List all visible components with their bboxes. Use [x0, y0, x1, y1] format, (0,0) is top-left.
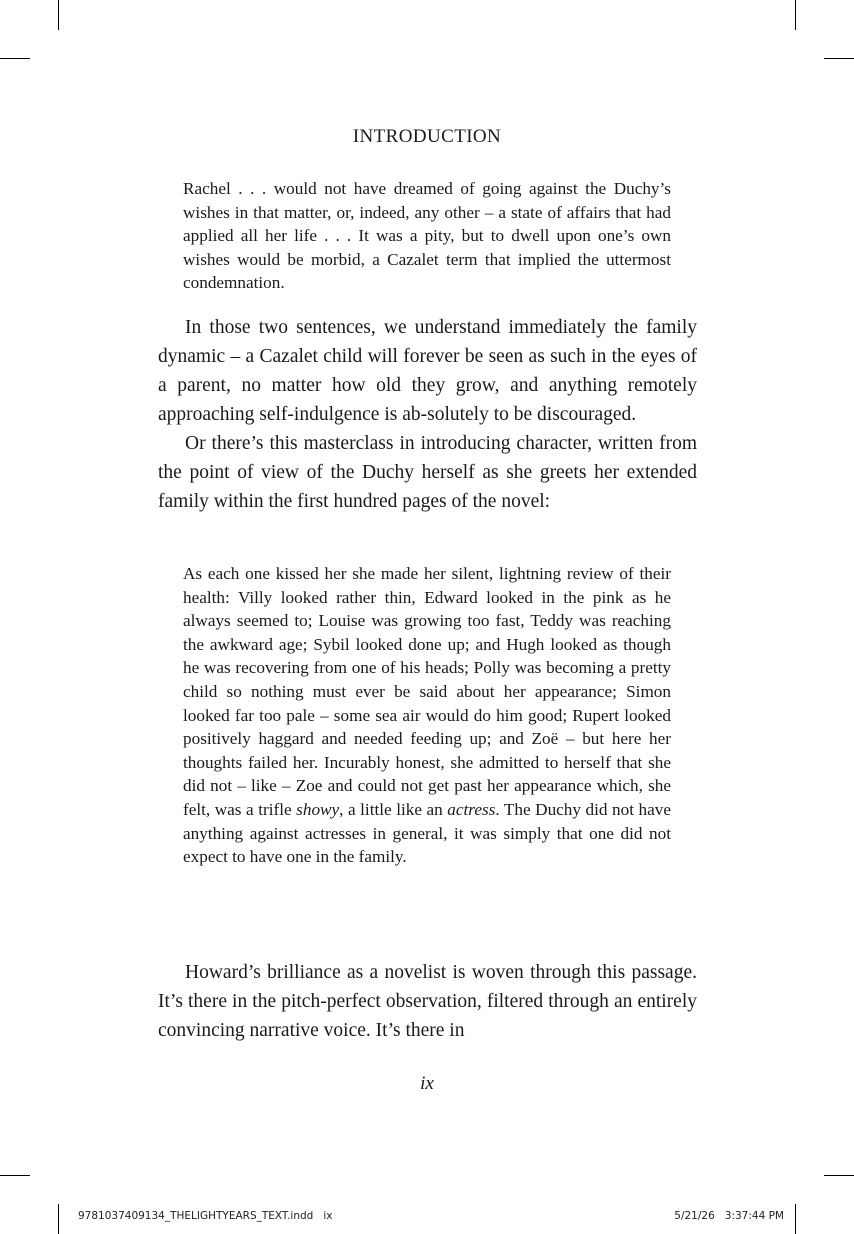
quote-text-segment: As each one kissed her she made her silent, lightning review of their health: Villy looked rather thin, Edward looked in the pink as he always seemed to; Louise was growing too fast, Teddy was reaching the awkward age; Sybil looked done up; and Hugh looked as though he was recovering from one of his heads; Polly was becoming a pretty child so nothing must ever be said about her appearance; Simon looked far too pale – some sea air would do him good; Rupert looked positively haggard and needed feeding up; and Zoë – but here her thoughts failed her. Incurably honest, she admitted to herself that she did not – like – Zoe and could not get past her appearance which, she felt, was a trifle — [183, 564, 671, 819]
crop-mark — [58, 1204, 59, 1234]
quote-text: Rachel . . . would not have dreamed of going against the Duchy’s wishes in that matter, or, indeed, any other – a state of affairs that had applied all her life . . . It was a pity, but to dwell upon one’s own wishes would be morbid, a Cazalet term that implied the uttermost condemnation. — [183, 179, 671, 293]
paragraph: Or there’s this masterclass in introducing character, written from the point of view of the Duchy herself as she greets her extended family within the first hundred pages of the novel: — [158, 433, 697, 512]
running-head: INTRODUCTION — [352, 126, 502, 147]
block-quote — [183, 562, 671, 869]
slug-filename: 9781037409134_THELIGHTYEARS_TEXT.indd ix — [78, 1210, 333, 1222]
block-quote — [183, 177, 671, 295]
crop-mark — [0, 1175, 30, 1176]
crop-mark — [824, 58, 854, 59]
quote-text-segment: . The Duchy did not have anything against actresses in general, it was simply that one did not expect to have one in the family. — [183, 799, 671, 867]
paragraph: Howard’s brilliance as a novelist is woven through this passage. It’s there in the pitch-perfect observation, filtered through an entirely convincing narrative voice. It’s there in — [158, 962, 697, 1041]
slug-timestamp — [674, 1210, 784, 1222]
emphasis: showy — [296, 799, 340, 819]
body-text — [158, 313, 697, 516]
page-number: ix — [420, 1073, 434, 1094]
crop-mark — [0, 58, 30, 59]
crop-mark — [795, 0, 796, 30]
quote-text — [183, 562, 671, 869]
crop-mark — [824, 1175, 854, 1176]
body-text — [158, 958, 697, 1045]
quote-text-segment: , a little like an — [339, 799, 448, 819]
emphasis: actress — [447, 799, 496, 819]
crop-mark — [58, 0, 59, 30]
slug-date: 5/21/26 — [674, 1210, 715, 1222]
paragraph: In those two sentences, we understand immediately the family dynamic – a Cazalet child will forever be seen as such in the eyes of a parent, no matter how old they grow, and anything remotely approaching self-indulgence is ab-solutely to be discouraged. — [158, 317, 697, 425]
crop-mark — [795, 1204, 796, 1234]
slug-time: 3:37:44 PM — [724, 1210, 784, 1222]
